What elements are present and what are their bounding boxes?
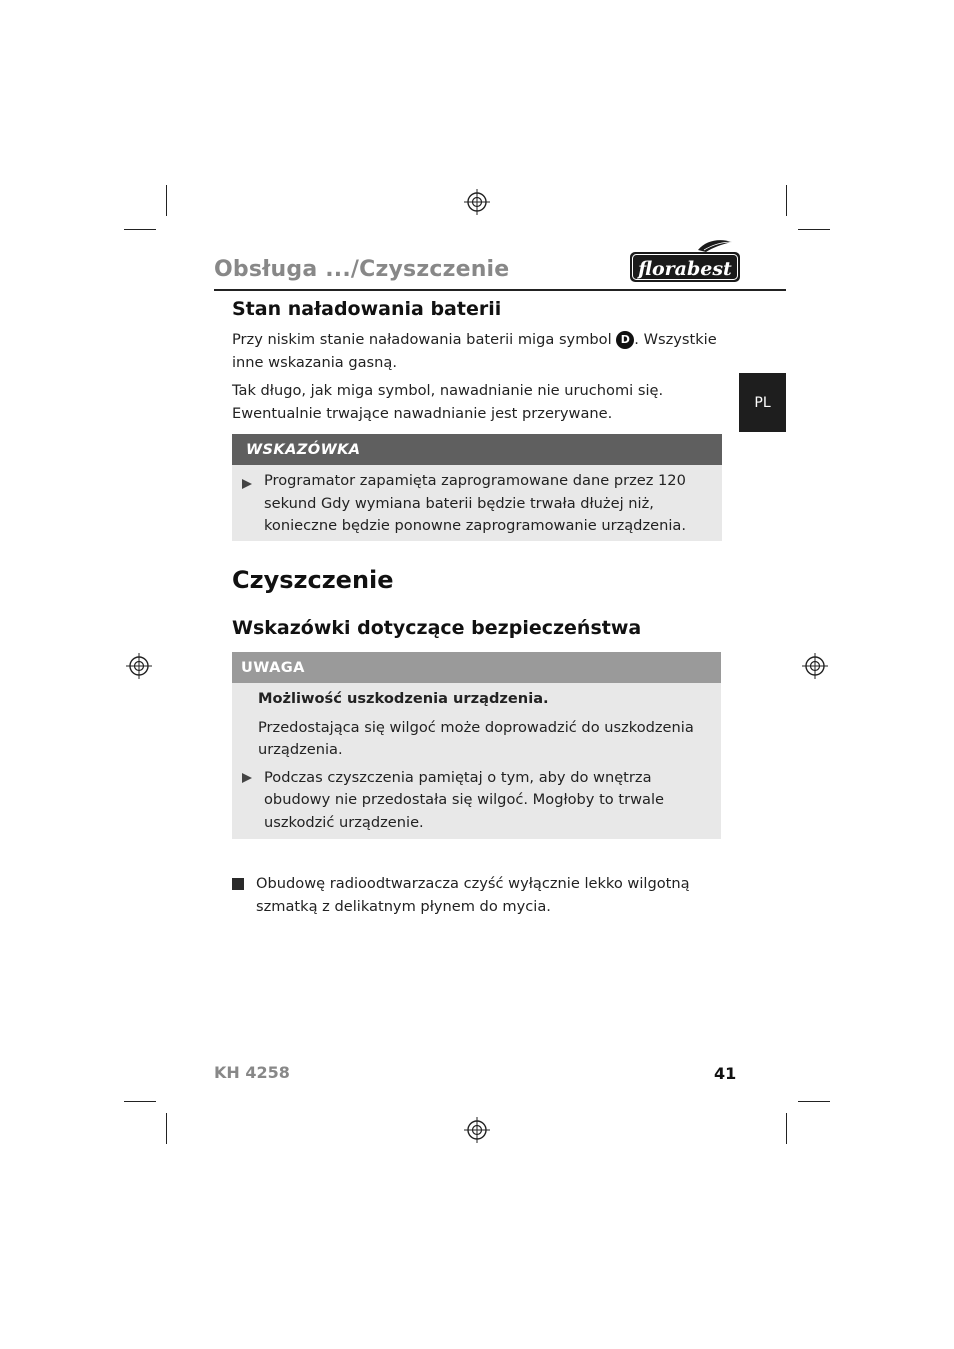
registration-mark-icon (464, 1117, 490, 1143)
cleaning-instruction: Obudowę radioodtwarzacza czyść wyłącznie lekko wilgotną szmatką z delikatnym płynem do mycia. (256, 875, 690, 915)
crop-mark-bottom-right-horizontal (798, 1101, 830, 1102)
crop-mark-bottom-left-horizontal (124, 1101, 156, 1102)
crop-mark-bottom-right-vertical (786, 1113, 787, 1144)
registration-mark-icon (464, 189, 490, 215)
arrow-bullet-icon (242, 773, 252, 783)
warning-title: Możliwość uszkodzenia urządzenia. (258, 690, 549, 707)
header-divider (214, 289, 786, 291)
registration-mark-icon (126, 653, 152, 679)
safety-subheading: Wskazówki dotyczące bezpieczeństwa (232, 617, 642, 639)
symbol-d-icon: D (616, 331, 634, 349)
warning-box-label: UWAGA (232, 652, 721, 683)
crop-mark-bottom-left-vertical (166, 1113, 167, 1144)
page-number: 41 (714, 1064, 737, 1083)
florabest-logo (628, 236, 742, 286)
arrow-bullet-icon (242, 479, 252, 489)
page-header-title: Obsługa .../Czyszczenie (214, 257, 510, 282)
hint-item-text: Programator zapamięta zaprogramowane dane przez 120 sekund Gdy wymiana baterii będzie trwała dłużej niż, konieczne będzie ponowne zaprogramowanie urządzenia. (264, 472, 686, 535)
crop-mark-top-right-horizontal (798, 229, 830, 230)
crop-mark-top-left-vertical (166, 185, 167, 216)
svg-text:florabest: florabest (638, 258, 732, 280)
battery-status-heading: Stan naładowania baterii (232, 298, 502, 320)
hint-box (232, 434, 722, 541)
language-tab: PL (739, 373, 786, 432)
square-bullet-icon (232, 878, 244, 890)
cleaning-heading: Czyszczenie (232, 566, 394, 594)
battery-paragraph-1-end: . Wszystkie inne wskazania gasną. (232, 331, 717, 371)
battery-paragraph-1 (232, 329, 722, 374)
registration-mark-icon (802, 653, 828, 679)
warning-text: Przedostająca się wilgoć może doprowadzić do uszkodzenia urządzenia. (258, 718, 694, 759)
warning-list-item (232, 767, 721, 835)
crop-mark-top-right-vertical (786, 185, 787, 216)
warning-item-text: Podczas czyszczenia pamiętaj o tym, aby do wnętrza obudowy nie przedostała się wilgoć. Mogłoby to trwale uszkodzić urządzenie. (264, 768, 664, 831)
battery-paragraph-2: Tak długo, jak miga symbol, nawadnianie nie uruchomi się. Ewentualnie trwające nawadnianie jest przerywane. (232, 382, 664, 422)
battery-paragraph-1-start: Przy niskim stanie naładowania baterii miga symbol (232, 331, 612, 348)
hint-list-item (232, 465, 722, 538)
model-number: KH 4258 (214, 1063, 290, 1082)
warning-box (232, 652, 721, 839)
hint-box-label: WSKAZÓWKA (232, 434, 722, 465)
crop-mark-top-left-horizontal (124, 229, 156, 230)
